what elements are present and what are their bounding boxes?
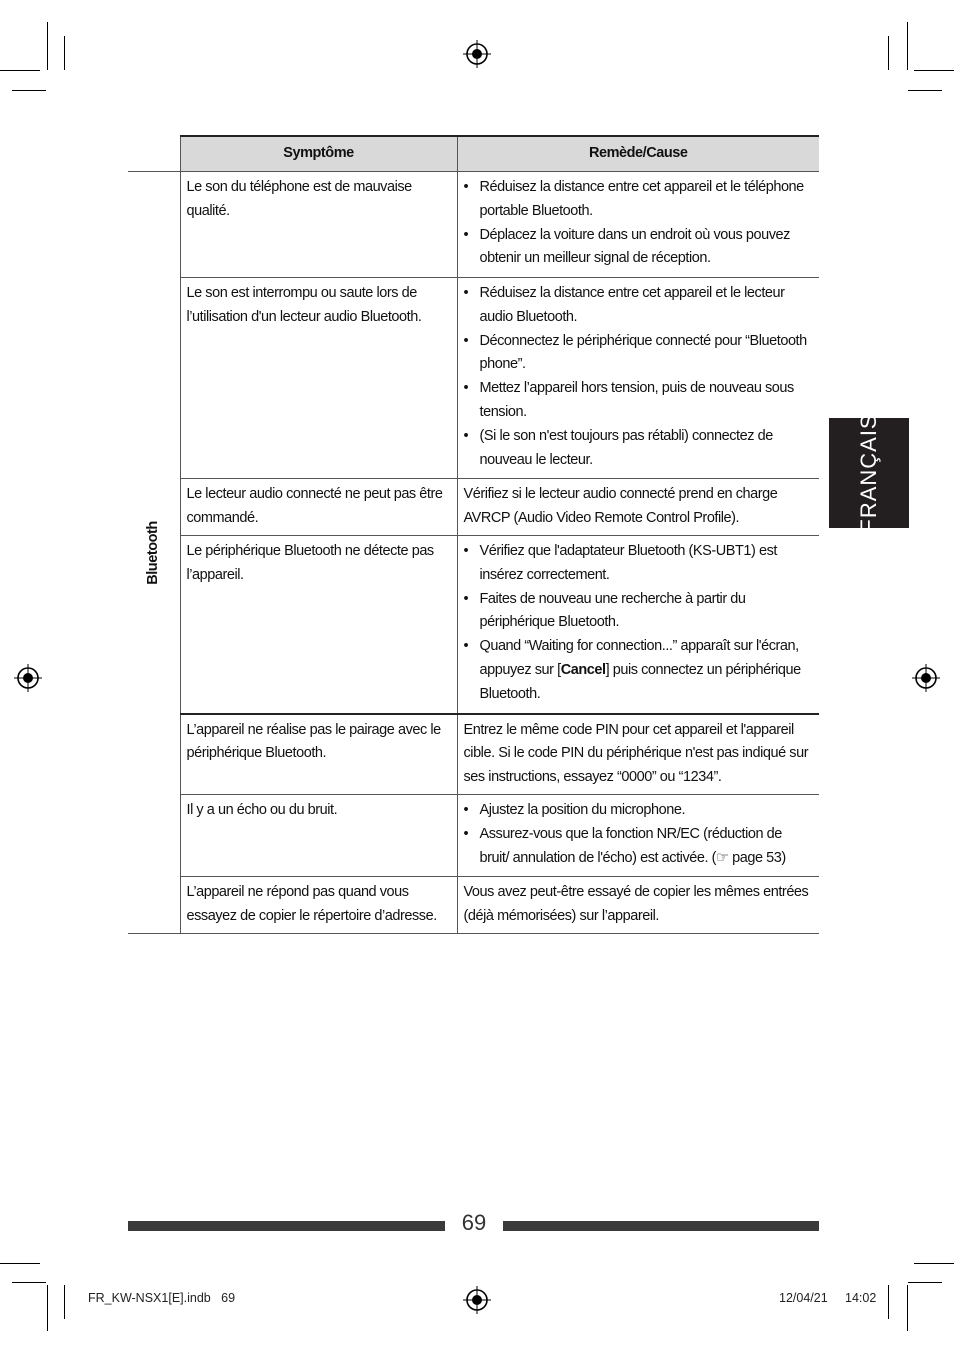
remedy-list	[464, 282, 814, 472]
table-row	[128, 795, 819, 877]
category-header	[128, 136, 180, 172]
remedy-item: • Assurez-vous que la fonction NR/EC (réduction de bruit/ annulation de l'écho) est activée. (☞ page 53)	[464, 823, 814, 871]
page-number: 69	[461, 1210, 487, 1235]
remedy-item: • Vérifiez que l'adaptateur Bluetooth (KS-UBT1) est insérez correctement.	[464, 540, 814, 588]
crop-mark	[0, 70, 40, 71]
category-cell	[128, 172, 180, 934]
remedy-cell	[457, 278, 819, 479]
crop-mark	[914, 1263, 954, 1264]
remedy-text: Quand “Waiting for connection...” apparaît sur l'écran, appuyez sur [	[479, 638, 799, 678]
symptom-cell: L’appareil ne réalise pas le pairage avec le périphérique Bluetooth.	[180, 714, 457, 795]
table-row	[128, 172, 819, 278]
crop-mark	[47, 1285, 48, 1331]
crop-mark	[907, 1285, 908, 1331]
table-row	[128, 714, 819, 795]
crop-mark	[47, 22, 48, 70]
table-header-row	[128, 136, 819, 172]
symptom-header: Symptôme	[180, 136, 457, 172]
remedy-header: Remède/Cause	[457, 136, 819, 172]
remedy-cell: Entrez le même code PIN pour cet appareil et l'appareil cible. Si le code PIN du périphérique n'est pas indiqué sur ses instructions, essayez “0000” ou “1234”.	[457, 714, 819, 795]
remedy-item: • (Si le son n'est toujours pas rétabli) connectez de nouveau le lecteur.	[464, 425, 814, 473]
symptom-cell: Le périphérique Bluetooth ne détecte pas l’appareil.	[180, 536, 457, 714]
remedy-text: ] puis connectez un périphérique Bluetooth.	[479, 661, 801, 702]
remedy-item: • Mettez l’appareil hors tension, puis de nouveau sous tension.	[464, 377, 814, 425]
crop-mark	[888, 1285, 889, 1319]
crop-mark	[64, 1285, 65, 1319]
registration-mark-right	[912, 664, 940, 692]
crop-mark	[0, 1263, 40, 1264]
footer-bar-left	[128, 1221, 445, 1231]
crop-mark	[908, 1282, 942, 1283]
remedy-item: • Ajustez la position du microphone.	[464, 799, 814, 823]
crop-mark	[908, 90, 942, 91]
symptom-cell: Il y a un écho ou du bruit.	[180, 795, 457, 877]
remedy-list	[464, 176, 814, 271]
remedy-list	[464, 799, 814, 870]
crop-mark	[907, 22, 908, 70]
table-row	[128, 479, 819, 536]
registration-mark-left	[14, 664, 42, 692]
language-tab	[829, 413, 909, 533]
remedy-item: • Faites de nouveau une recherche à partir du périphérique Bluetooth.	[464, 588, 814, 636]
remedy-item: • Réduisez la distance entre cet appareil et le téléphone portable Bluetooth.	[464, 176, 814, 224]
category-label: Bluetooth	[144, 520, 161, 585]
language-tab-label: FRANÇAIS	[856, 413, 881, 533]
symptom-cell: L’appareil ne répond pas quand vous essayez de copier le répertoire d’adresse.	[180, 877, 457, 934]
crop-mark	[888, 36, 889, 70]
table-row	[128, 278, 819, 479]
table-row	[128, 877, 819, 934]
crop-mark	[64, 36, 65, 70]
symptom-cell: Le son du téléphone est de mauvaise qualité.	[180, 172, 457, 278]
footer-bar-right	[503, 1221, 819, 1231]
remedy-cell: Vous avez peut-être essayé de copier les mêmes entrées (déjà mémorisées) sur l’appareil.	[457, 877, 819, 934]
troubleshooting-table	[128, 135, 819, 934]
symptom-cell: Le son est interrompu ou saute lors de l’utilisation d'un lecteur audio Bluetooth.	[180, 278, 457, 479]
remedy-cell	[457, 172, 819, 278]
remedy-cell	[457, 536, 819, 714]
print-date: 12/04/21	[779, 1291, 828, 1305]
remedy-list	[464, 540, 814, 707]
registration-mark-top	[463, 40, 491, 68]
file-slug: FR_KW-NSX1[E].indb 69	[88, 1291, 236, 1305]
print-time: 14:02	[845, 1291, 877, 1305]
crop-mark	[12, 1282, 46, 1283]
remedy-cell: Vérifiez si le lecteur audio connecté prend en charge AVRCP (Audio Video Remote Control Profile).	[457, 479, 819, 536]
crop-mark	[914, 70, 954, 71]
symptom-cell: Le lecteur audio connecté ne peut pas être commandé.	[180, 479, 457, 536]
remedy-item	[464, 635, 814, 706]
remedy-item: • Déplacez la voiture dans un endroit où vous pouvez obtenir un meilleur signal de réception.	[464, 224, 814, 272]
remedy-item: • Réduisez la distance entre cet appareil et le lecteur audio Bluetooth.	[464, 282, 814, 330]
remedy-cell	[457, 795, 819, 877]
remedy-item: • Déconnectez le périphérique connecté pour “Bluetooth phone”.	[464, 330, 814, 378]
table-row	[128, 536, 819, 714]
registration-mark-bottom	[463, 1286, 491, 1314]
cancel-key-label: Cancel	[560, 661, 606, 678]
crop-mark	[12, 90, 46, 91]
